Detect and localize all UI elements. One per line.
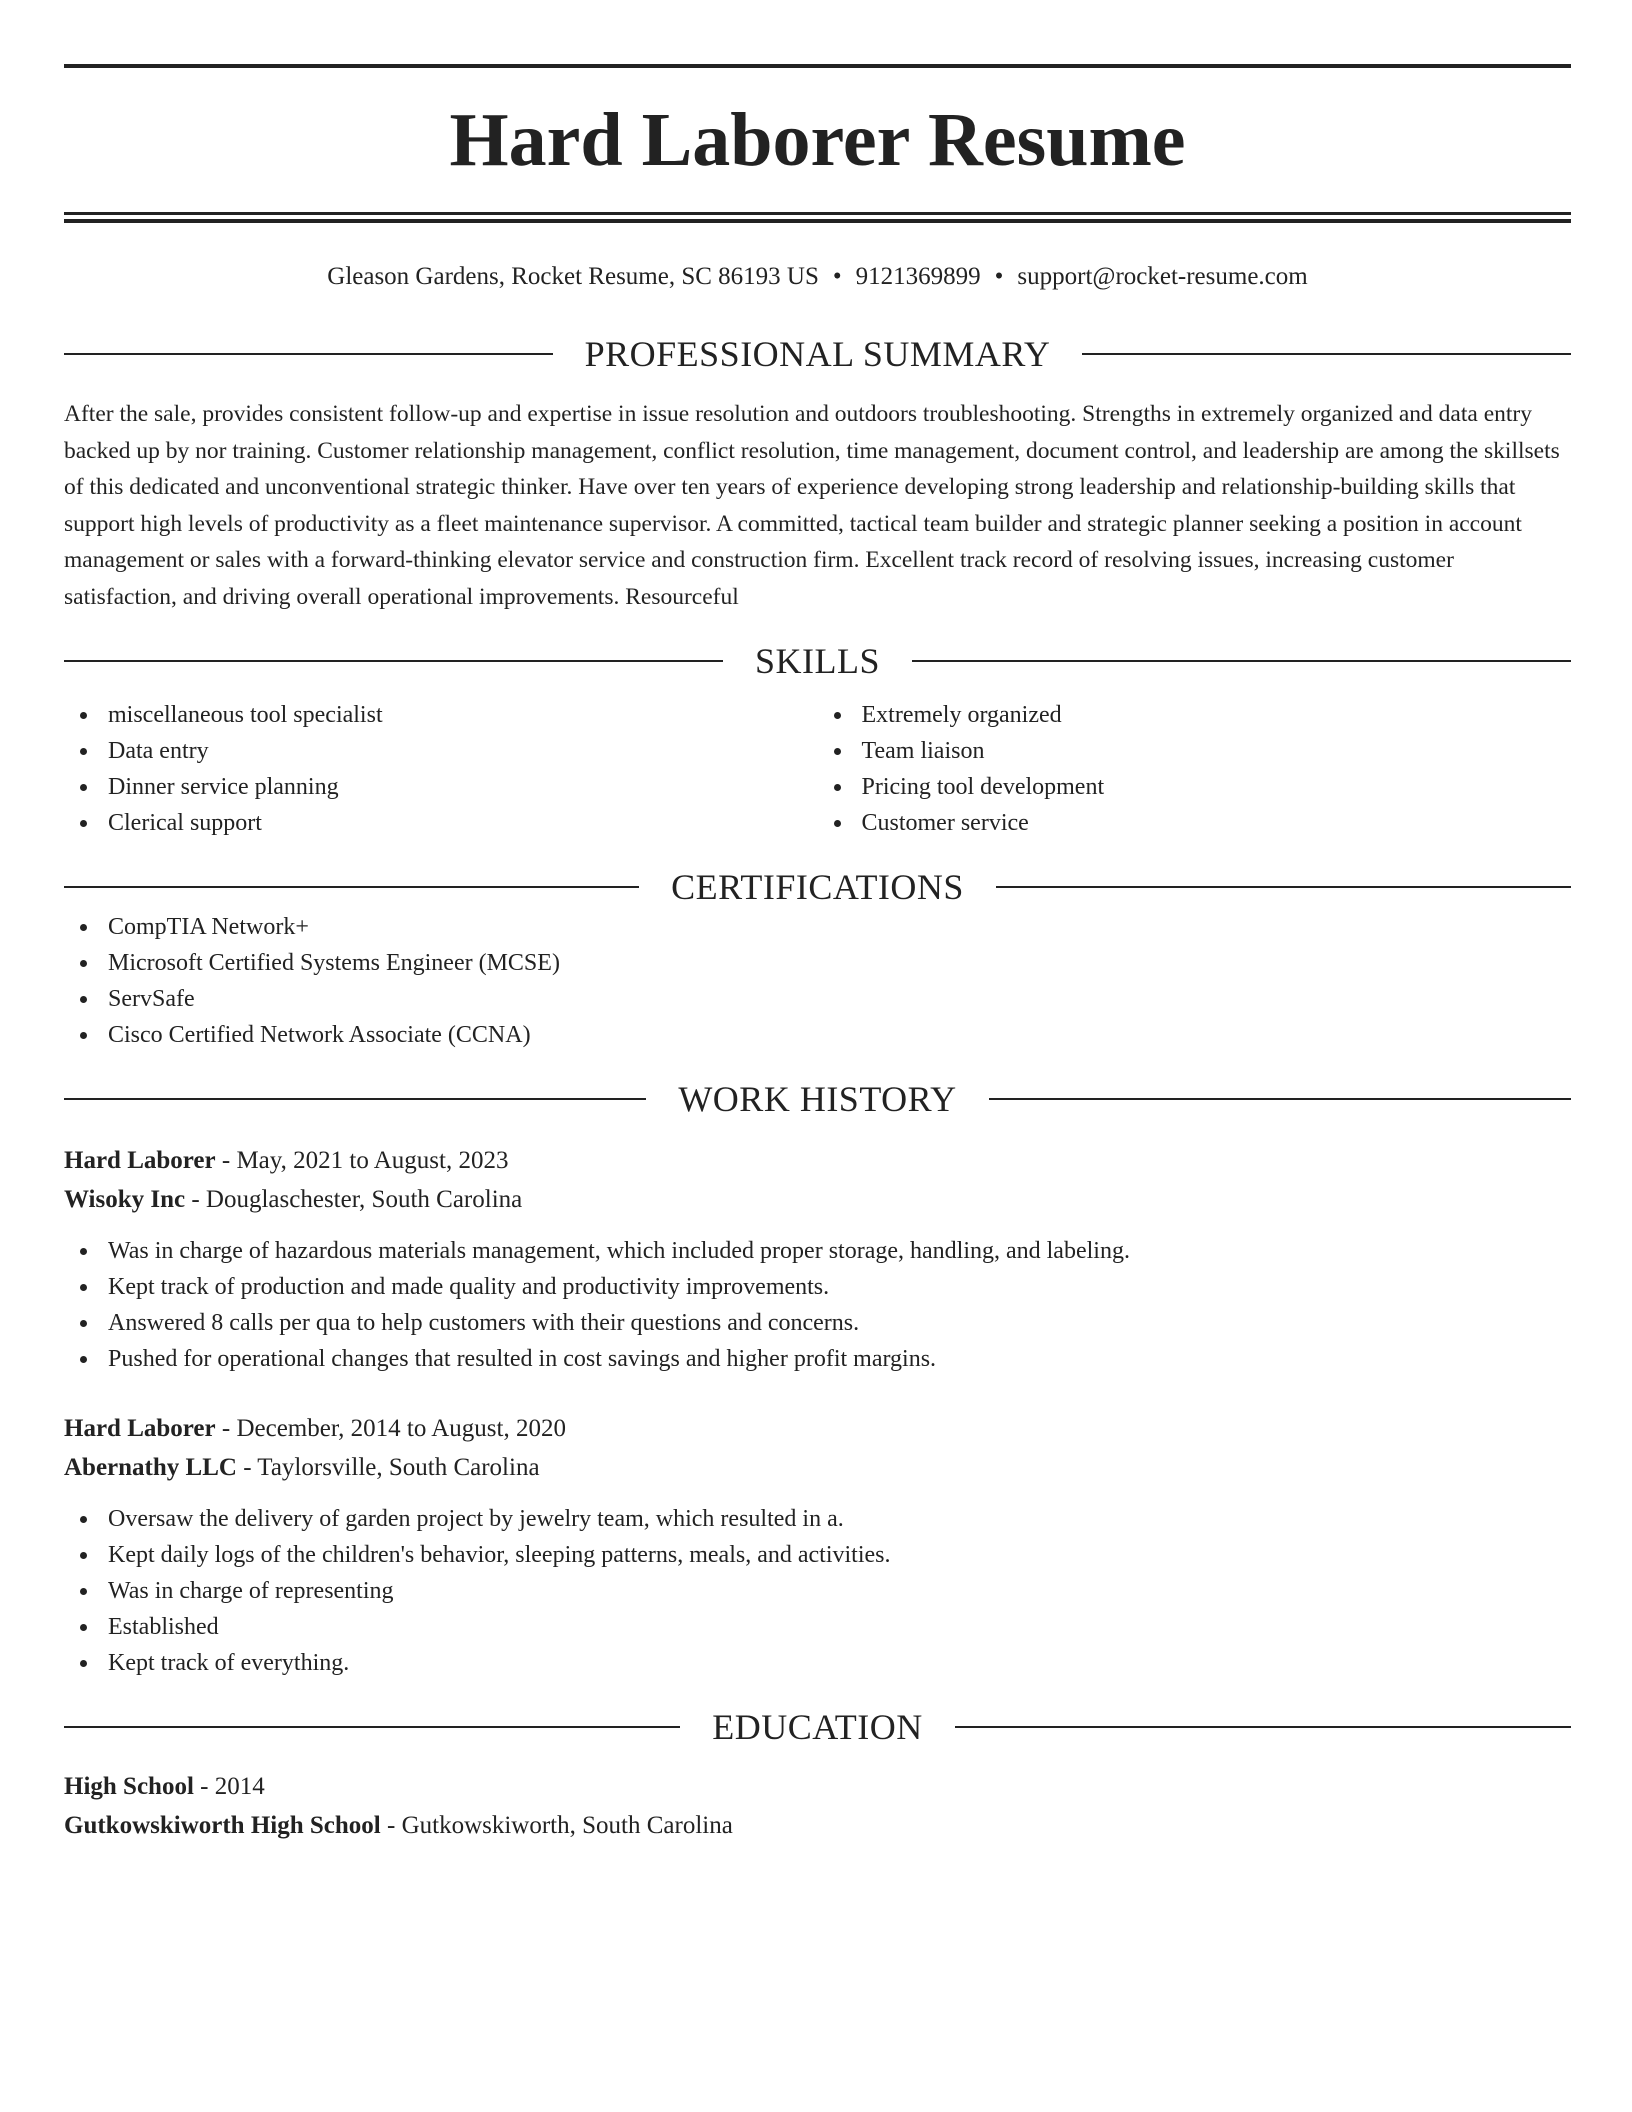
summary-heading: PROFESSIONAL SUMMARY	[584, 334, 1051, 374]
job-bullet: Oversaw the delivery of garden project by jewelry team, which resulted in a.	[64, 1501, 1571, 1537]
contact-address: Gleason Gardens, Rocket Resume, SC 86193 US	[327, 263, 819, 290]
job-bullet: Was in charge of hazardous materials management, which included proper storage, handling, and labeling.	[64, 1233, 1571, 1269]
job-bullet: Answered 8 calls per qua to help customers with their questions and concerns.	[64, 1305, 1571, 1341]
certifications-heading: CERTIFICATIONS	[671, 867, 964, 907]
job-company-line	[64, 1448, 1571, 1487]
skills-list	[64, 697, 1571, 841]
skills-heading: SKILLS	[755, 641, 881, 681]
job-company-line	[64, 1180, 1571, 1219]
contact-email: support@rocket-resume.com	[1017, 263, 1308, 290]
skill-item: Clerical support	[64, 805, 818, 841]
job-title: Hard Laborer	[64, 1415, 216, 1442]
skills-left-column	[64, 697, 818, 841]
skill-item: Team liaison	[818, 733, 1572, 769]
section-heading-work-history	[64, 1077, 1571, 1121]
section-heading-skills	[64, 639, 1571, 683]
job-company: Wisoky Inc	[64, 1186, 186, 1213]
job-company: Abernathy LLC	[64, 1454, 237, 1481]
certification-item: Microsoft Certified Systems Engineer (MCSE)	[64, 945, 1571, 981]
certification-item: Cisco Certified Network Associate (CCNA)	[64, 1017, 1571, 1053]
skill-item: Customer service	[818, 805, 1572, 841]
skill-item: Pricing tool development	[818, 769, 1572, 805]
job-entry	[64, 1141, 1571, 1377]
education-degree: High School	[64, 1773, 194, 1800]
job-title-line	[64, 1141, 1571, 1180]
skills-right-column	[818, 697, 1572, 841]
contact-separator: •	[994, 263, 1004, 290]
certification-item: ServSafe	[64, 981, 1571, 1017]
job-bullet: Established	[64, 1609, 1571, 1645]
certifications-list	[64, 909, 1571, 1053]
contact-line	[64, 262, 1571, 292]
job-dates: - December, 2014 to August, 2020	[221, 1415, 566, 1442]
contact-phone: 9121369899	[855, 263, 981, 290]
job-bullets	[64, 1501, 1571, 1681]
job-dates: - May, 2021 to August, 2023	[221, 1147, 509, 1174]
job-title-line	[64, 1409, 1571, 1448]
section-heading-summary	[64, 332, 1571, 376]
education-school-line	[64, 1806, 1571, 1845]
resume-page	[64, 64, 1571, 1845]
education-degree-line	[64, 1767, 1571, 1806]
job-location: - Taylorsville, South Carolina	[243, 1454, 540, 1481]
section-heading-certifications	[64, 865, 1571, 909]
job-title: Hard Laborer	[64, 1147, 216, 1174]
job-entry	[64, 1409, 1571, 1681]
skill-item: Dinner service planning	[64, 769, 818, 805]
skill-item: Extremely organized	[818, 697, 1572, 733]
job-bullet: Kept track of everything.	[64, 1645, 1571, 1681]
job-bullet: Kept daily logs of the children's behavior, sleeping patterns, meals, and activities.	[64, 1537, 1571, 1573]
summary-text: After the sale, provides consistent follow-up and expertise in issue resolution and outdoors troubleshooting. Strengths in extremely organized and data entry backed up by nor training. Customer relationship management, conflict resolution, time management, document control, and leadership are among the skillsets of this dedicated and unconventional strategic thinker. Have over ten years of experience developing strong leadership and relationship-building skills that support high levels of productivity as a fleet maintenance supervisor. A committed, tactical team builder and strategic planner seeking a position in account management or sales with a forward-thinking elevator service and construction firm. Excellent track record of resolving issues, increasing customer satisfaction, and driving overall operational improvements. Resourceful	[64, 401, 1560, 610]
education-entry	[64, 1767, 1571, 1845]
job-bullet: Was in charge of representing	[64, 1573, 1571, 1609]
skill-item: Data entry	[64, 733, 818, 769]
work-heading: WORK HISTORY	[678, 1079, 957, 1119]
skill-item: miscellaneous tool specialist	[64, 697, 818, 733]
job-bullets	[64, 1233, 1571, 1377]
section-heading-education	[64, 1705, 1571, 1749]
education-school: Gutkowskiworth High School	[64, 1812, 381, 1839]
education-location: - Gutkowskiworth, South Carolina	[387, 1812, 733, 1839]
education-heading: EDUCATION	[712, 1707, 923, 1747]
page-title: Hard Laborer Resume	[449, 98, 1186, 182]
job-bullet: Kept track of production and made quality and productivity improvements.	[64, 1269, 1571, 1305]
education-year: - 2014	[200, 1773, 265, 1800]
contact-separator: •	[832, 263, 842, 290]
job-location: - Douglaschester, South Carolina	[191, 1186, 523, 1213]
title-double-rule	[64, 212, 1571, 224]
job-bullet: Pushed for operational changes that resulted in cost savings and higher profit margins.	[64, 1341, 1571, 1377]
certification-item: CompTIA Network+	[64, 909, 1571, 945]
